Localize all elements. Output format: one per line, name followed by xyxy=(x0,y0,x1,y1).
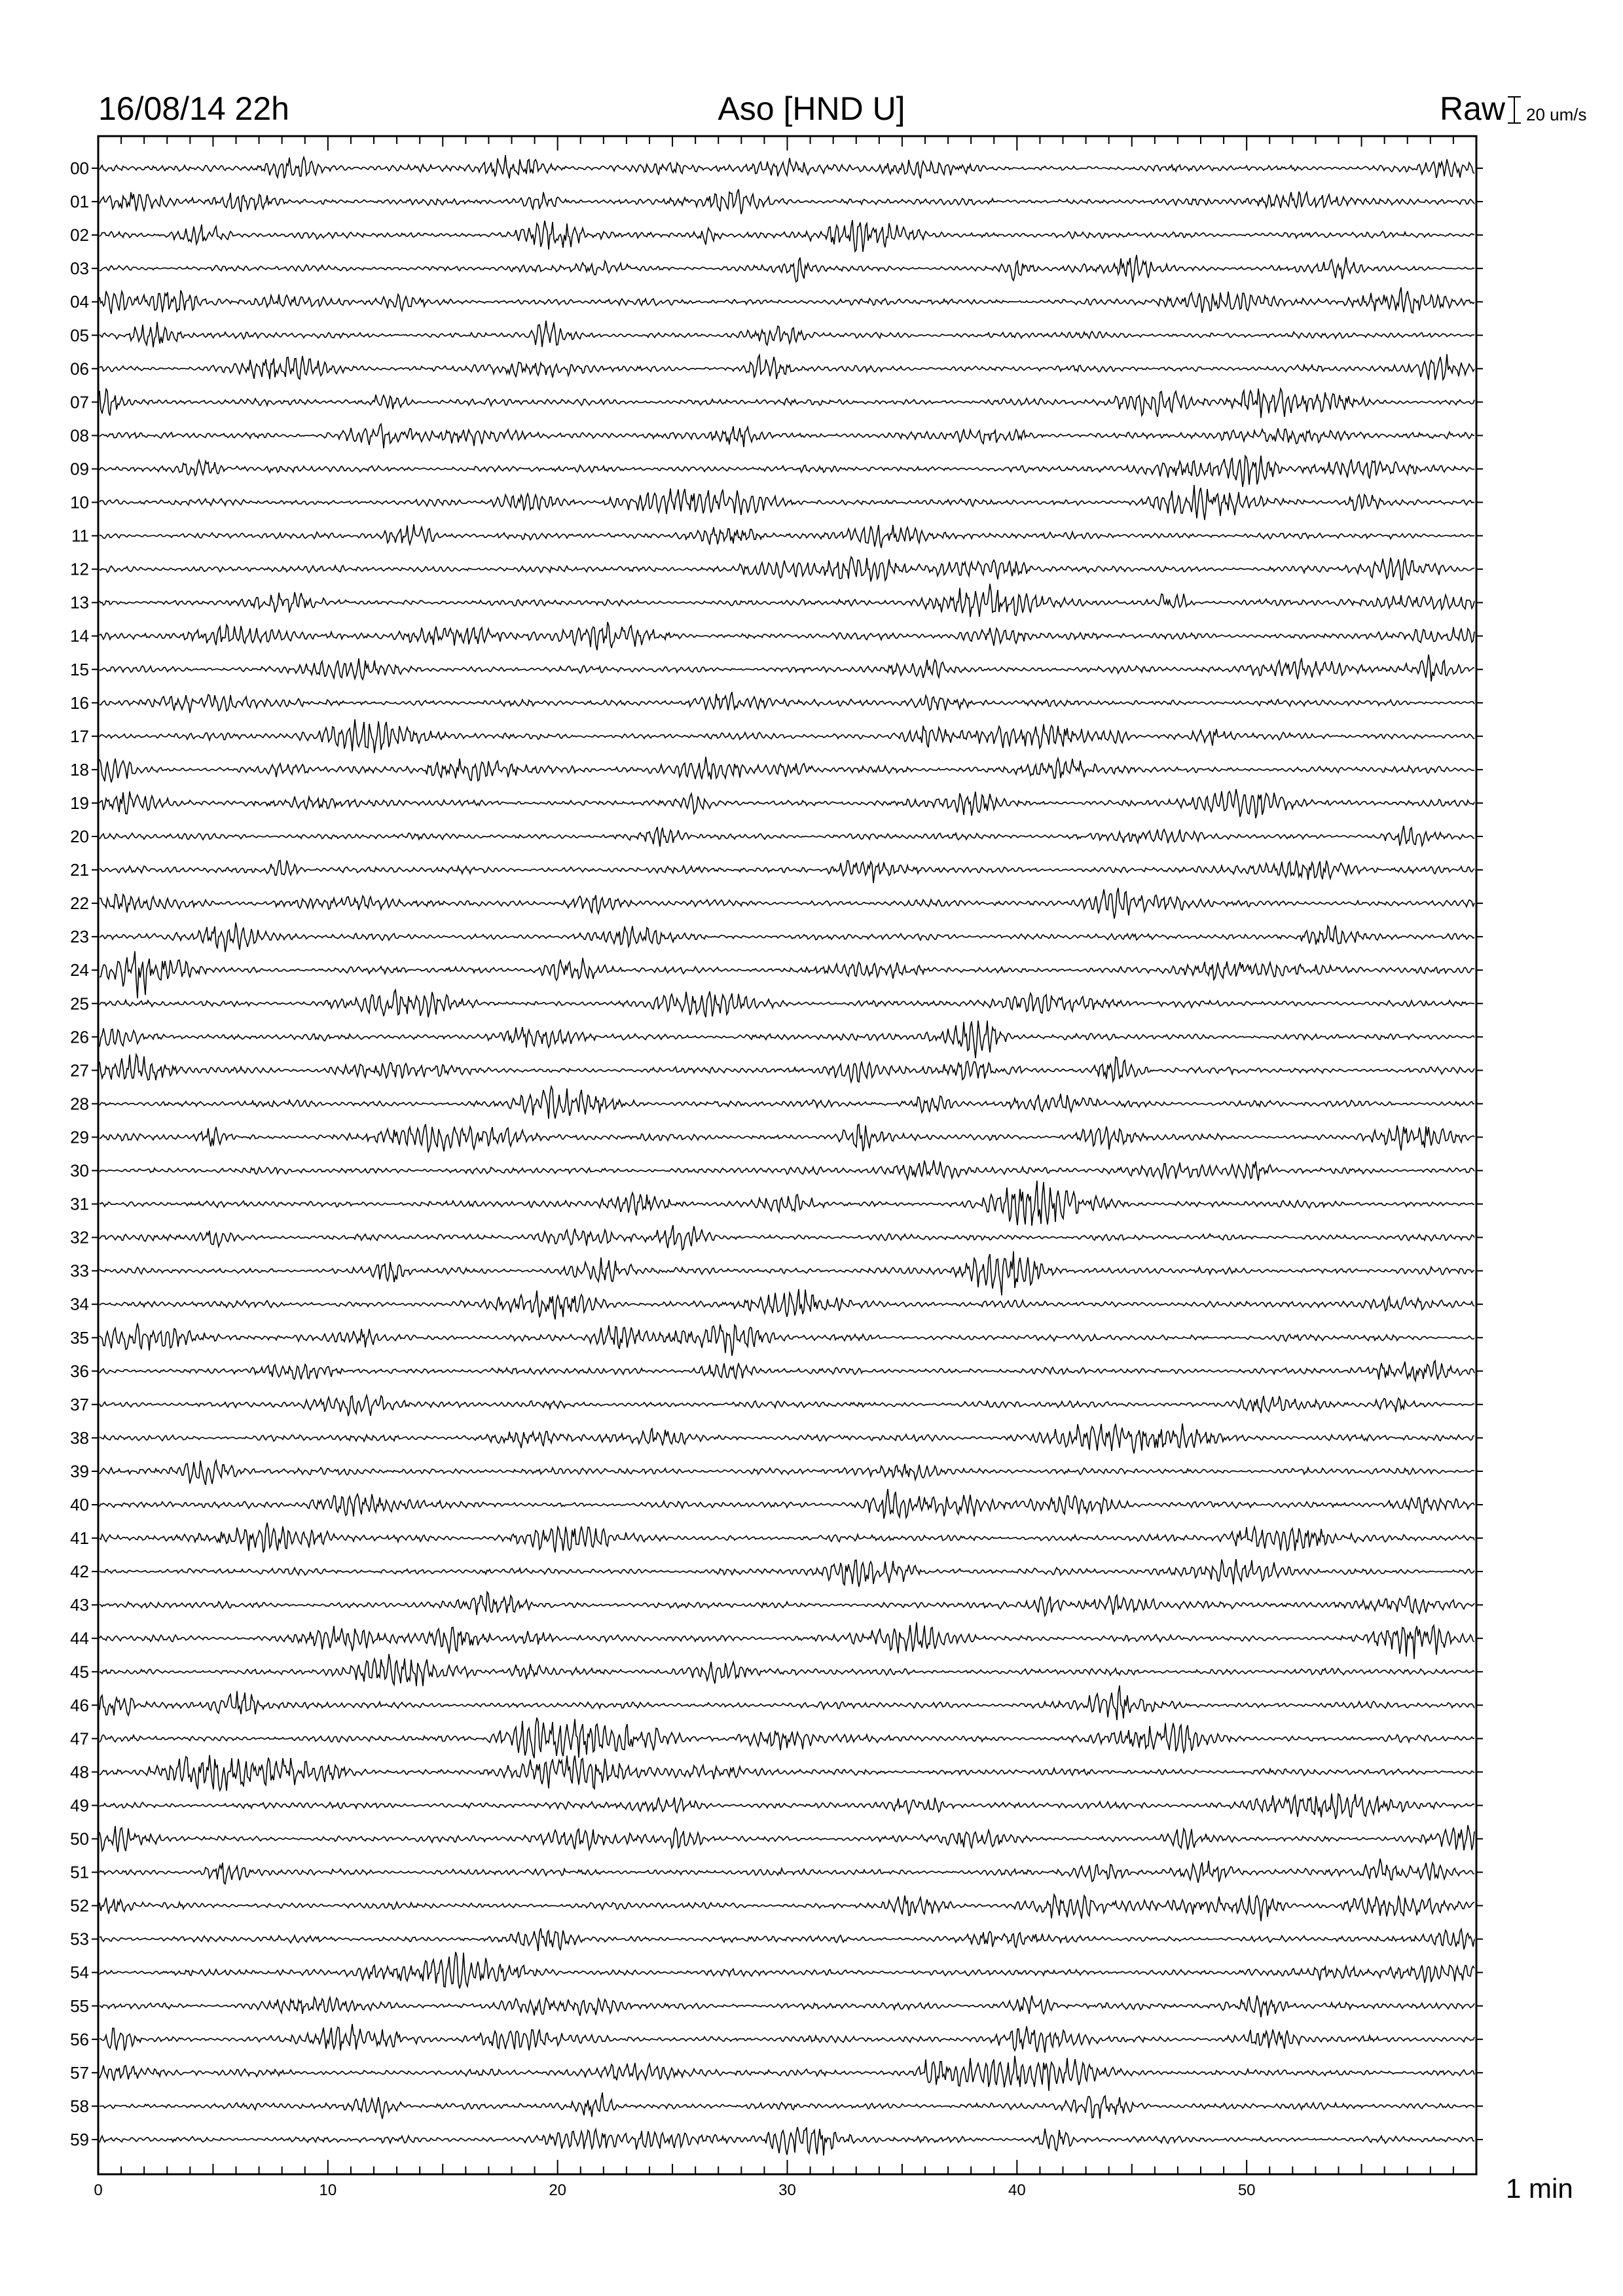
row-label: 59 xyxy=(70,2129,89,2149)
row-label: 36 xyxy=(70,1361,89,1381)
seismic-trace-row xyxy=(100,1654,1474,1686)
seismic-trace-row xyxy=(100,888,1474,919)
row-label: 24 xyxy=(70,960,89,980)
row-label: 08 xyxy=(70,425,89,446)
row-label: 48 xyxy=(70,1762,89,1782)
row-label: 14 xyxy=(70,626,89,646)
row-label: 38 xyxy=(70,1427,89,1448)
row-label: 44 xyxy=(70,1628,89,1649)
row-label: 16 xyxy=(70,692,89,713)
row-label: 12 xyxy=(70,559,89,579)
seismic-trace-row xyxy=(100,789,1474,818)
row-label: 11 xyxy=(71,526,89,546)
row-label: 19 xyxy=(70,793,89,813)
row-label: 37 xyxy=(70,1394,89,1414)
seismic-trace-row xyxy=(100,287,1474,314)
seismic-trace-row xyxy=(100,1323,1474,1356)
row-label: 18 xyxy=(70,759,89,780)
seismic-trace-row xyxy=(100,1160,1474,1181)
row-label: 05 xyxy=(70,325,89,346)
row-label: 53 xyxy=(70,1929,89,1949)
row-label: 50 xyxy=(70,1829,89,1849)
plot-frame xyxy=(98,136,1476,2174)
x-tick-label: 20 xyxy=(549,2181,567,2199)
station-title: Aso [HND U] xyxy=(718,90,905,127)
amplitude-scale-label: 20 um/s xyxy=(1526,105,1587,124)
row-label: 00 xyxy=(70,158,89,178)
row-label: 10 xyxy=(70,492,89,512)
seismic-trace-row xyxy=(100,456,1474,487)
row-label: 02 xyxy=(70,225,89,245)
row-label: 20 xyxy=(70,827,89,846)
row-label: 15 xyxy=(70,659,89,679)
seismic-trace-row xyxy=(100,1685,1474,1720)
x-tick-label: 0 xyxy=(94,2181,103,2199)
row-label: 52 xyxy=(70,1895,89,1916)
seismic-trace-row xyxy=(100,1717,1474,1758)
date-label: 16/08/14 22h xyxy=(98,90,289,127)
seismic-trace-row xyxy=(100,524,1474,548)
row-label: 07 xyxy=(70,392,89,412)
seismic-trace-row xyxy=(100,2024,1474,2053)
seismic-trace-row xyxy=(100,923,1474,952)
row-label: 27 xyxy=(70,1060,89,1081)
seismic-trace-row xyxy=(100,584,1474,617)
seismic-trace-row xyxy=(100,1489,1474,1518)
seismic-trace-row xyxy=(100,826,1474,847)
x-tick-label: 30 xyxy=(778,2181,796,2199)
seismic-trace-row xyxy=(100,1523,1474,1552)
row-label: 47 xyxy=(70,1729,89,1749)
row-label: 09 xyxy=(70,459,89,479)
seismic-trace-row xyxy=(100,1225,1474,1250)
seismic-trace-row xyxy=(100,485,1474,520)
seismic-trace-row xyxy=(100,1859,1474,1884)
seismic-trace-row xyxy=(100,1996,1474,2017)
seismic-trace-row xyxy=(100,1054,1474,1082)
row-label: 03 xyxy=(70,259,89,279)
x-tick-label: 50 xyxy=(1237,2181,1256,2199)
row-label: 28 xyxy=(70,1094,89,1114)
seismic-trace-row xyxy=(100,1623,1474,1659)
row-label: 06 xyxy=(70,359,89,379)
row-label: 34 xyxy=(70,1294,89,1314)
seismic-trace-row xyxy=(100,424,1474,448)
seismic-trace-row xyxy=(100,1895,1474,1922)
row-label: 35 xyxy=(70,1327,89,1348)
seismic-trace-row xyxy=(100,1424,1474,1454)
seismic-trace-row xyxy=(100,1952,1474,1988)
x-tick-label: 40 xyxy=(1008,2181,1026,2199)
row-label: 31 xyxy=(70,1194,89,1214)
seismic-trace-row xyxy=(100,2127,1474,2156)
seismic-trace-row xyxy=(100,1592,1474,1615)
row-label: 43 xyxy=(70,1595,89,1615)
seismic-trace-row xyxy=(100,1020,1474,1058)
row-label: 39 xyxy=(70,1461,89,1481)
seismic-trace-row xyxy=(100,321,1474,348)
row-label: 23 xyxy=(70,927,89,947)
row-label: 46 xyxy=(70,1695,89,1715)
seismic-trace-row xyxy=(100,757,1474,782)
row-duration-label: 1 min xyxy=(1506,2173,1573,2204)
seismic-trace-row xyxy=(100,155,1474,179)
row-label: 40 xyxy=(70,1495,89,1515)
seismic-trace-row xyxy=(100,1251,1474,1296)
row-label: 21 xyxy=(70,860,89,880)
row-label: 30 xyxy=(70,1160,89,1181)
seismic-trace-row xyxy=(100,220,1474,252)
seismic-trace-row xyxy=(100,861,1474,884)
row-label: 56 xyxy=(70,2029,89,2049)
seismic-trace-row xyxy=(100,1086,1474,1119)
row-label: 22 xyxy=(70,893,89,914)
row-label: 58 xyxy=(70,2096,89,2116)
x-tick-label: 10 xyxy=(319,2181,337,2199)
row-label: 01 xyxy=(70,192,89,212)
seismic-trace-row xyxy=(100,557,1474,582)
seismic-trace-row xyxy=(100,1395,1474,1416)
seismic-trace-row xyxy=(100,255,1474,283)
seismic-trace-row xyxy=(100,1825,1474,1852)
seismic-trace-row xyxy=(100,1181,1474,1226)
seismic-trace-row xyxy=(100,990,1474,1018)
row-label: 13 xyxy=(70,592,89,613)
row-label: 26 xyxy=(70,1027,89,1047)
row-label: 17 xyxy=(70,726,89,746)
row-label: 29 xyxy=(70,1127,89,1147)
seismic-trace-row xyxy=(100,189,1474,214)
seismic-trace-row xyxy=(100,2056,1474,2091)
seismic-trace-row xyxy=(100,1559,1474,1587)
row-label: 41 xyxy=(70,1528,89,1549)
seismic-trace-row xyxy=(100,692,1474,713)
row-label: 25 xyxy=(70,994,89,1014)
seismic-trace-row xyxy=(100,719,1474,753)
seismic-trace-row xyxy=(100,1361,1474,1381)
row-label: 45 xyxy=(70,1662,89,1682)
row-label: 42 xyxy=(70,1562,89,1582)
seismic-trace-row xyxy=(100,2092,1474,2119)
row-label: 33 xyxy=(70,1261,89,1281)
seismic-trace-row xyxy=(100,1928,1474,1951)
seismic-trace-row xyxy=(100,951,1474,998)
seismic-trace-row xyxy=(100,1461,1474,1485)
row-label: 04 xyxy=(70,292,89,312)
seismic-trace-row xyxy=(100,354,1474,380)
seismic-trace-row xyxy=(100,1124,1474,1153)
row-label: 51 xyxy=(70,1862,89,1882)
row-label: 54 xyxy=(70,1962,89,1982)
seismic-trace-row xyxy=(100,389,1474,418)
row-label: 49 xyxy=(70,1795,89,1816)
row-label: 32 xyxy=(70,1227,89,1247)
seismic-trace-row xyxy=(100,655,1474,681)
seismic-trace-row xyxy=(100,1793,1474,1819)
seismic-trace-row xyxy=(100,622,1474,650)
row-label: 57 xyxy=(70,2062,89,2083)
mode-label: Raw xyxy=(1439,90,1505,127)
seismic-trace-row xyxy=(100,1289,1474,1320)
seismic-trace-row xyxy=(100,1755,1474,1791)
row-label: 55 xyxy=(70,1996,89,2016)
